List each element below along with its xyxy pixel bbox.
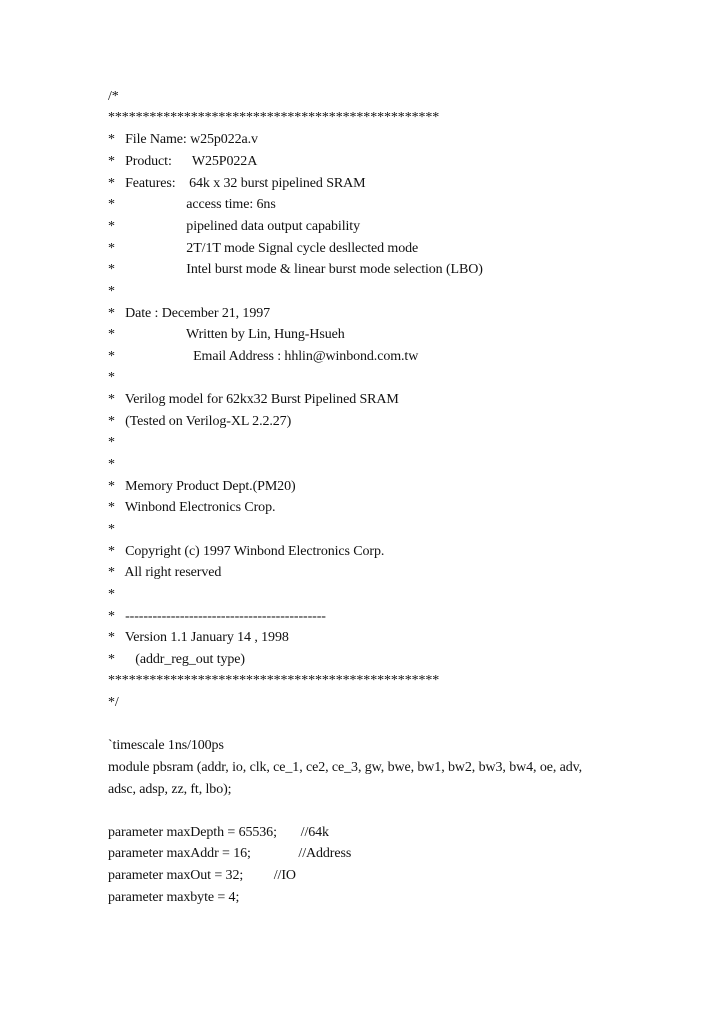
param-max-addr-line: parameter maxAddr = 16; //Address [108, 846, 352, 861]
model-description-line: * Verilog model for 62kx32 Burst Pipelined SRAM [108, 392, 399, 407]
pipelined-line: * pipelined data output capability [108, 219, 360, 234]
tested-on-line: * (Tested on Verilog-XL 2.2.27) [108, 414, 292, 429]
comment-blank: * [108, 587, 115, 602]
module-declaration-line: module pbsram (addr, io, clk, ce_1, ce2, ce_3, gw, bwe, bw1, bw2, bw3, bw4, oe, adv, [108, 760, 583, 775]
comment-blank: * [108, 457, 115, 472]
file-name-line: * File Name: w25p022a.v [108, 132, 258, 147]
comment-blank: * [108, 370, 115, 385]
comment-open: /* [108, 89, 119, 104]
comment-blank: * [108, 522, 115, 537]
comment-border-bottom: ************************************************ [108, 673, 440, 688]
product-line: * Product: W25P022A [108, 154, 258, 169]
author-line: * Written by Lin, Hung-Hsueh [108, 327, 345, 342]
access-time-line: * access time: 6ns [108, 197, 276, 212]
separator-line: * -------------------------------------------- [108, 609, 326, 624]
param-max-depth-line: parameter maxDepth = 65536; //64k [108, 825, 329, 840]
burst-mode-line: * Intel burst mode & linear burst mode selection (LBO) [108, 262, 483, 277]
module-ports-line: adsc, adsp, zz, ft, lbo); [108, 782, 232, 797]
comment-blank: * [108, 284, 115, 299]
param-max-byte-line: parameter maxbyte = 4; [108, 890, 240, 905]
version-line: * Version 1.1 January 14 , 1998 [108, 630, 289, 645]
rights-line: * All right reserved [108, 565, 222, 580]
email-line: * Email Address : hhlin@winbond.com.tw [108, 349, 419, 364]
param-max-out-line: parameter maxOut = 32; //IO [108, 868, 296, 883]
department-line: * Memory Product Dept.(PM20) [108, 479, 296, 494]
comment-blank: * [108, 435, 115, 450]
features-line: * Features: 64k x 32 burst pipelined SRAM [108, 176, 366, 191]
mode-line: * 2T/1T mode Signal cycle desllected mode [108, 241, 419, 256]
timescale-line: `timescale 1ns/100ps [108, 738, 224, 753]
version-type-line: * (addr_reg_out type) [108, 652, 245, 667]
copyright-line: * Copyright (c) 1997 Winbond Electronics Corp. [108, 544, 385, 559]
comment-border-top: ************************************************ [108, 110, 440, 125]
date-line: * Date : December 21, 1997 [108, 306, 271, 321]
company-line: * Winbond Electronics Crop. [108, 500, 276, 515]
comment-close: */ [108, 695, 119, 710]
